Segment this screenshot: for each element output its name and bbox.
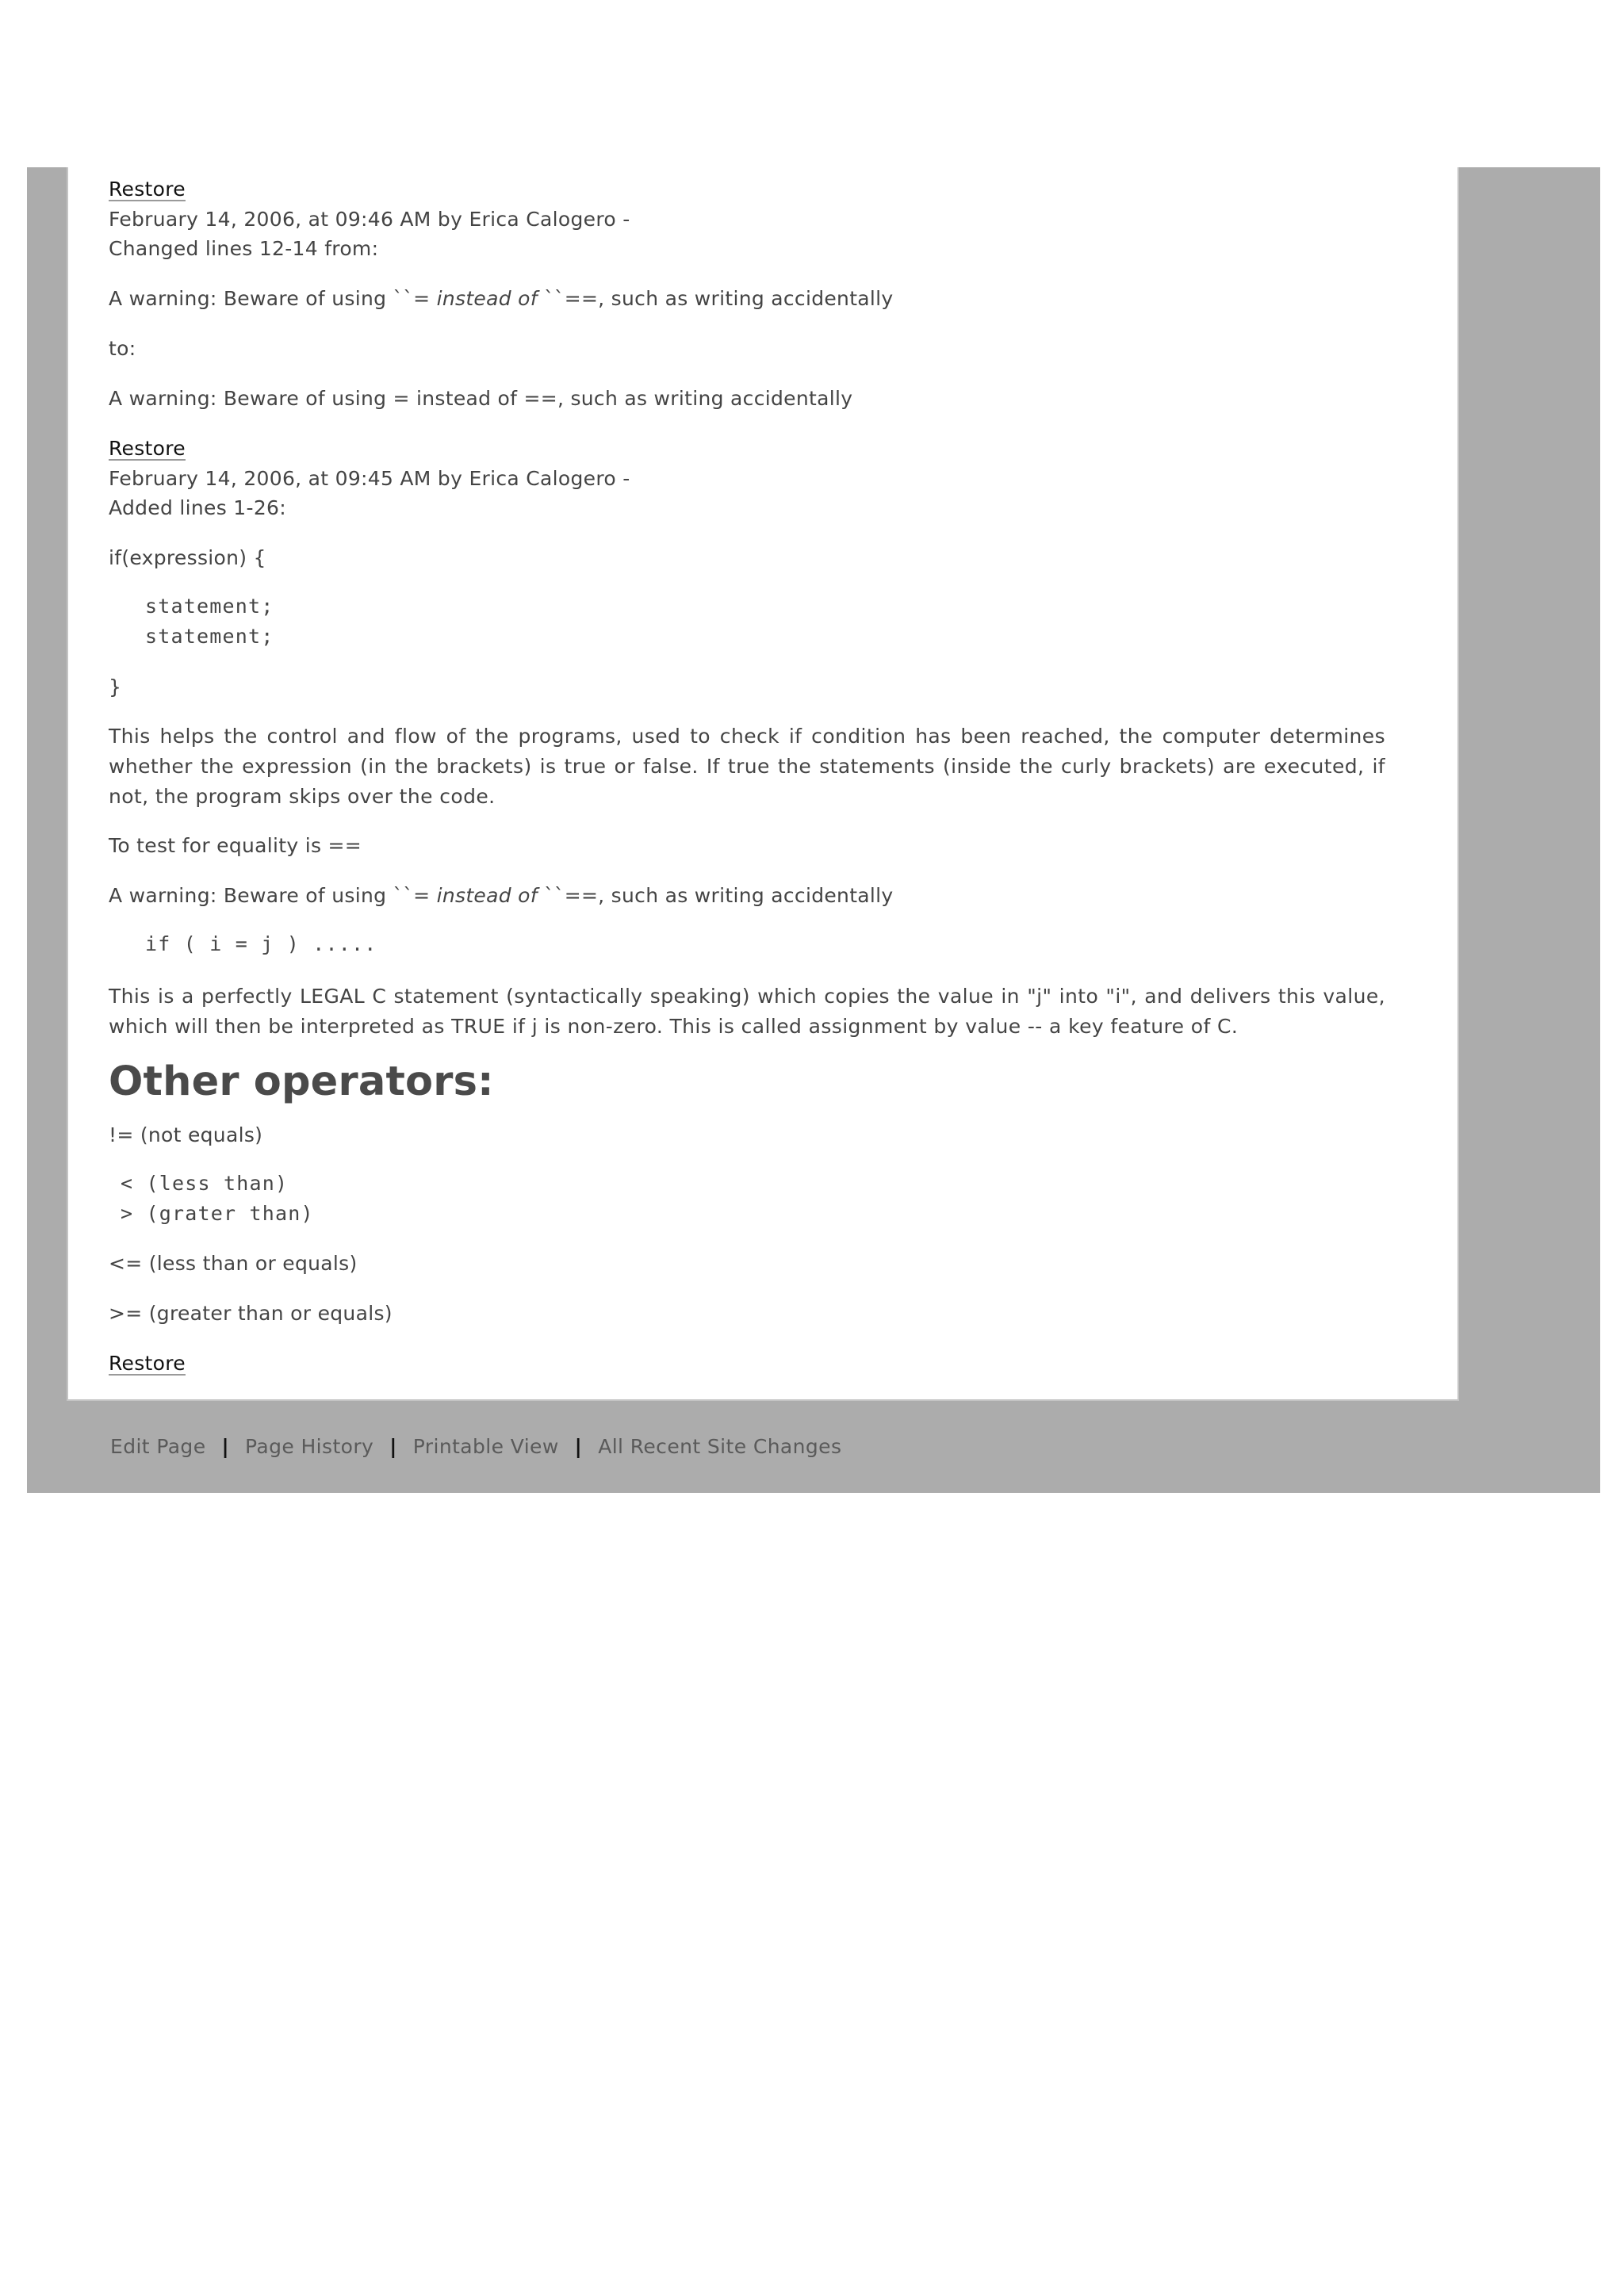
new-text-line: A warning: Beware of using = instead of ==, such as writing accidentally: [109, 387, 853, 410]
footer-separator: |: [221, 1435, 230, 1458]
explanation-paragraph: This helps the control and flow of the programs, used to check if condition has been reached, the computer determines whether the expression (in the brackets) is true or false. If true the statements (inside the curly brackets) are executed, if not, the program skips over the code.: [109, 725, 1385, 808]
footer-nav: [110, 1434, 841, 1460]
restore-link[interactable]: Restore: [109, 437, 186, 460]
old-text-italic: instead of: [436, 287, 538, 310]
warning-italic: instead of: [436, 884, 538, 907]
revision-meta: February 14, 2006, at 09:46 AM by Erica Calogero -: [109, 208, 630, 231]
code-statement: statement;: [145, 625, 274, 648]
page-history-link[interactable]: Page History: [245, 1435, 374, 1458]
operator-greater-equal: >= (greater than or equals): [109, 1302, 393, 1325]
restore-link[interactable]: Restore: [109, 178, 186, 201]
printable-view-link[interactable]: Printable View: [412, 1435, 559, 1458]
section-heading: Other operators:: [109, 1058, 494, 1105]
old-text-suffix: ``==, such as writing accidentally: [537, 287, 894, 310]
legal-statement-paragraph: This is a perfectly LEGAL C statement (syntactically speaking) which copies the value in "j" into "i", and delivers this value, which will then be interpreted as TRUE if j is non-zero. This is called assignment by value -- a key feature of C.: [109, 985, 1385, 1038]
code-close-brace: }: [109, 675, 122, 698]
edit-page-link[interactable]: Edit Page: [110, 1435, 206, 1458]
operator-greater-than: > (grater than): [121, 1202, 314, 1225]
old-text-line: [109, 286, 894, 312]
old-text-prefix: A warning: Beware of using ``=: [109, 287, 437, 310]
operator-less-equal: <= (less than or equals): [109, 1252, 358, 1275]
code-if-open: if(expression) {: [109, 546, 266, 569]
revision-meta: February 14, 2006, at 09:45 AM by Erica Calogero -: [109, 467, 630, 490]
warning-prefix: A warning: Beware of using ``=: [109, 884, 437, 907]
to-label: to:: [109, 337, 136, 360]
operator-not-equals: != (not equals): [109, 1123, 263, 1146]
change-summary: Changed lines 12-14 from:: [109, 237, 379, 260]
code-statement: statement;: [145, 595, 274, 618]
equality-line: To test for equality is ==: [109, 834, 362, 857]
warning-line: [109, 883, 894, 909]
change-summary: Added lines 1-26:: [109, 496, 286, 519]
operator-less-than: < (less than): [121, 1172, 289, 1195]
footer-separator: |: [389, 1435, 397, 1458]
warning-suffix: ``==, such as writing accidentally: [537, 884, 894, 907]
code-example: if ( i = j ) .....: [145, 932, 377, 955]
recent-changes-link[interactable]: All Recent Site Changes: [598, 1435, 842, 1458]
restore-link[interactable]: Restore: [109, 1352, 186, 1375]
footer-separator: |: [574, 1435, 583, 1458]
